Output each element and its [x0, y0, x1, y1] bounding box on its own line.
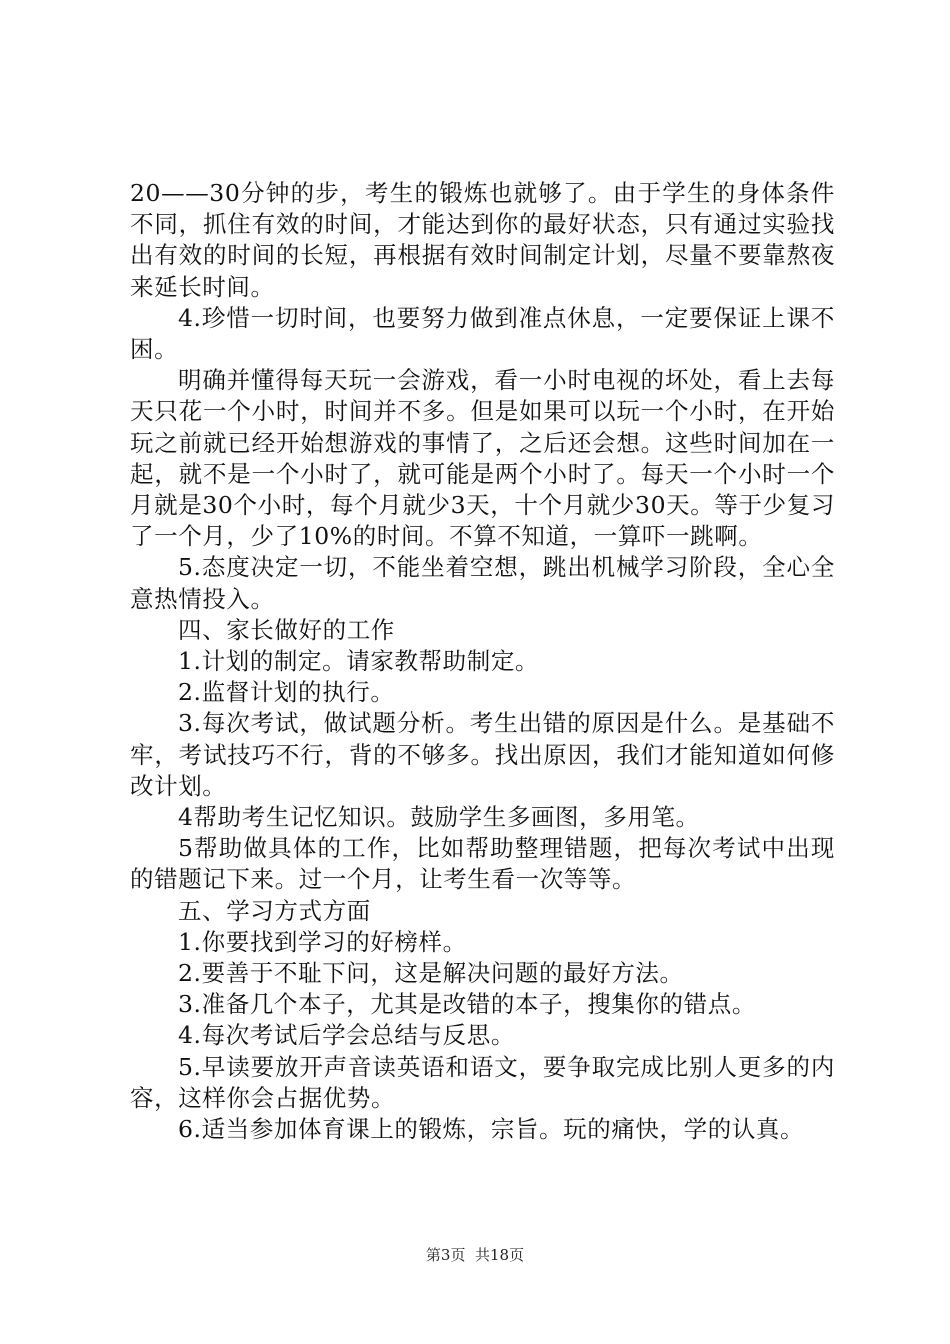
page-number-footer: 第3页 共18页 — [425, 1246, 525, 1264]
paragraph-17: 6.适当参加体育课上的锻炼，宗旨。玩的痛快，学的认真。 — [178, 1115, 805, 1144]
section-heading-study-methods: 五、学习方式方面 — [178, 896, 371, 925]
paragraph-16: 5.早读要放开声音读英语和语文，要争取完成比别人更多的内容，这样你会占据优势。 — [130, 1052, 835, 1112]
paragraph-14: 3.准备几个本子，尤其是改错的本子，搜集你的错点。 — [178, 990, 756, 1019]
paragraph-15: 4.每次考试后学会总结与反思。 — [178, 1021, 515, 1050]
paragraph-12: 1.你要找到学习的好榜样。 — [178, 927, 467, 956]
paragraph-6: 1.计划的制定。请家教帮助制定。 — [178, 647, 540, 676]
section-heading-parents: 四、家长做好的工作 — [178, 615, 395, 644]
paragraph-7: 2.监督计划的执行。 — [178, 678, 395, 707]
paragraph-10: 5帮助做具体的工作，比如帮助整理错题，把每次考试中出现的错题记下来。过一个月，让考生看一次等等。 — [130, 834, 835, 894]
paragraph-4: 5.态度决定一切，不能坐着空想，跳出机械学习阶段，全心全意热情投入。 — [130, 553, 835, 613]
paragraph-1: 20——30分钟的步，考生的锻炼也就够了。由于学生的身体条件不同，抓住有效的时间，才能达到你的最好状态，只有通过实验找出有效的时间的长短，再根据有效时间制定计划，尽量不要靠熬夜来延长时间。 — [130, 179, 835, 301]
paragraph-9: 4帮助考生记忆知识。鼓励学生多画图，多用笔。 — [178, 803, 700, 832]
paragraph-8: 3.每次考试，做试题分析。考生出错的原因是什么。是基础不牢，考试技巧不行，背的不够多。找出原因，我们才能知道如何修改计划。 — [130, 709, 835, 800]
document-body — [130, 178, 835, 1145]
paragraph-13: 2.要善于不耻下问，这是解决问题的最好方法。 — [178, 959, 684, 988]
paragraph-3: 明确并懂得每天玩一会游戏，看一小时电视的坏处，看上去每天只花一个小时，时间并不多。但是如果可以玩一个小时，在开始玩之前就已经开始想游戏的事情了，之后还会想。这些时间加在一起，就不是一个小时了，就可能是两个小时了。每天一个小时一个月就是30个小时，每个月就少3天，十个月就少30天。等于少复习了一个月，少了10%的时间。不算不知道，一算吓一跳啊。 — [130, 366, 835, 551]
paragraph-2: 4.珍惜一切时间，也要努力做到准点休息，一定要保证上课不困。 — [130, 303, 835, 364]
